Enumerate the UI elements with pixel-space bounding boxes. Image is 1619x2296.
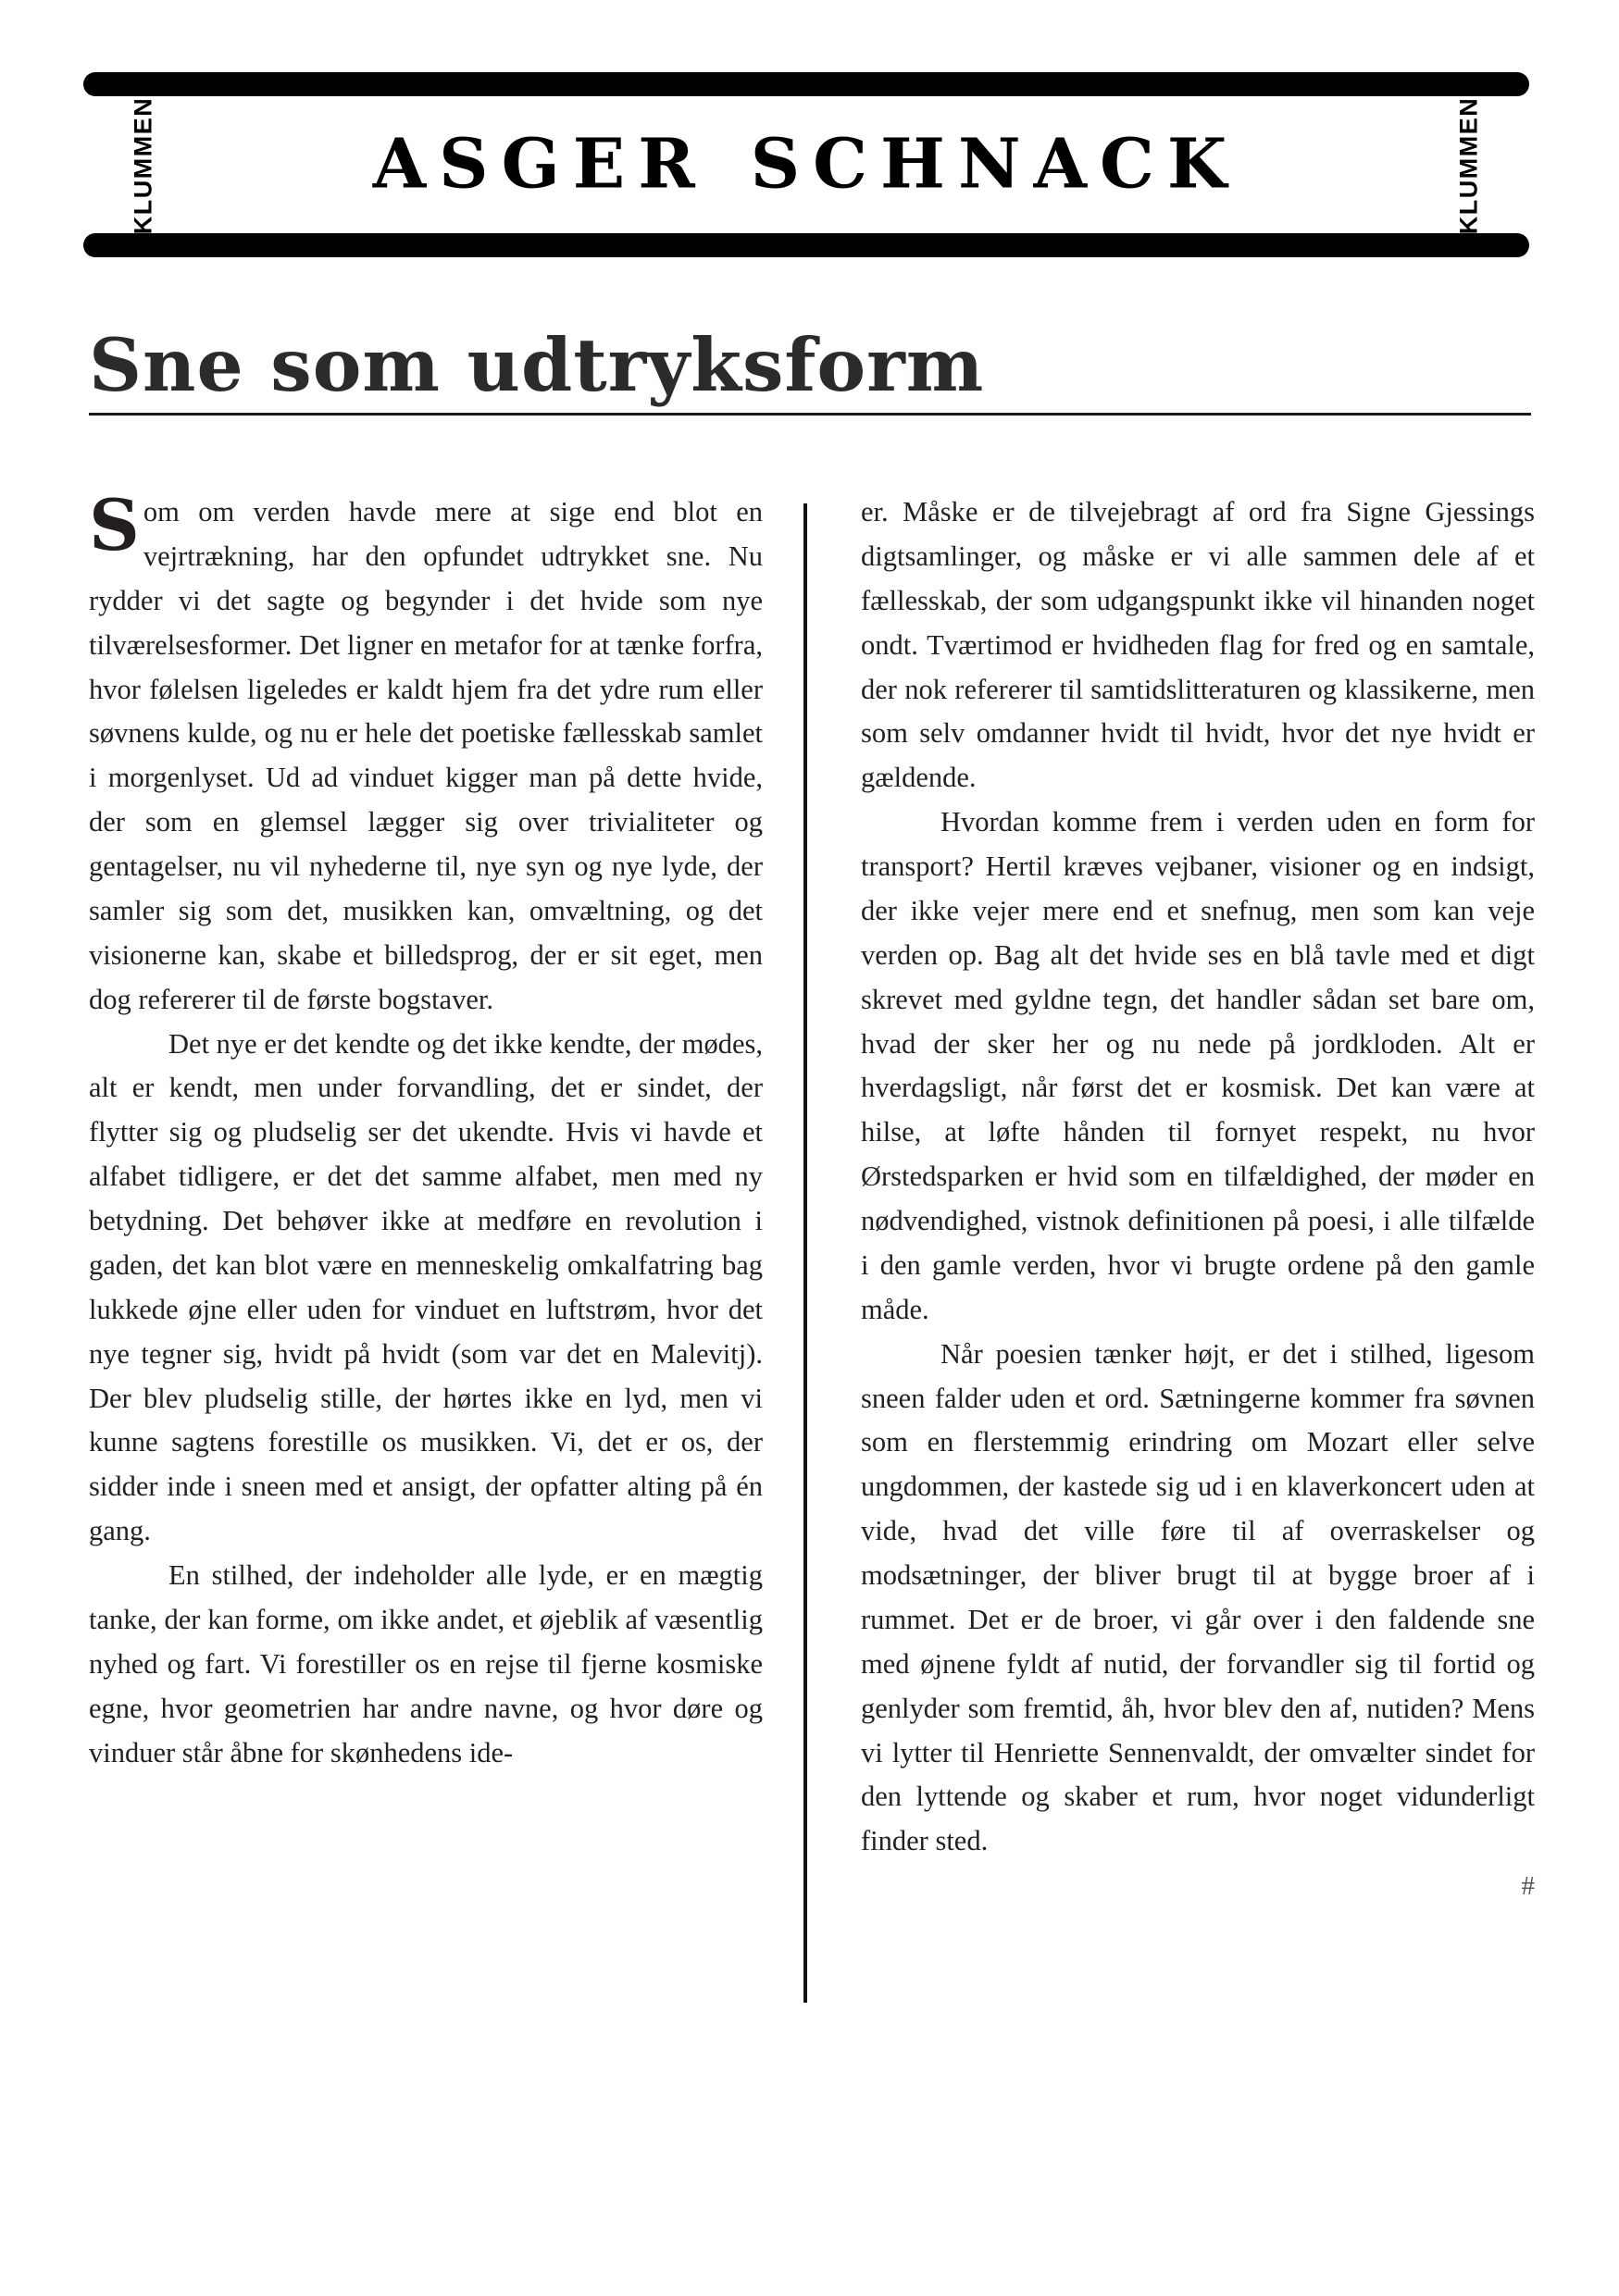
paragraph-text: om om verden havde mere at sige end blot en vejrtrækning, har den opfundet udtrykket sne. Nu rydder vi det sagte og begynder i det hvide som nye tilværelsesformer. Det ligner en metafor for at tænke forfra, hvor følelsen ligeledes er kaldt hjem fra det ydre rum eller søvnens kulde, og nu er hele det poetiske fællesskab samlet i morgenlyset. Ud ad vinduet kigger man på dette hvide, der som en glemsel lægger sig over trivialiteter og gentagelser, nu vil nyhederne til, nye syn og nye lyde, der samler sig som det, musikken kan, omvæltning, og det visionerne kan, skabe et billedsprog, der er sit eget, men dog refererer til de første bogstaver. <box>89 496 763 1015</box>
headline-rule <box>89 413 1531 416</box>
drop-cap: S <box>89 484 140 566</box>
masthead-author <box>156 124 1457 205</box>
author-first-name: ASGER <box>372 124 708 205</box>
page-title: Sne som udtryksform <box>89 321 985 408</box>
column-divider <box>803 503 807 2003</box>
paragraph: En stilhed, der indeholder alle lyde, er en mægtig tanke, der kan forme, om ikke andet, et øjeblik af væsentlig nyhed og fart. Vi forestiller os en rejse til fjerne kosmiske egne, hvor geometrien har andre navne, og hvor døre og vinduer står åbne for skønhedens ide- <box>89 1559 763 1769</box>
masthead-inner <box>83 96 1529 235</box>
paragraph <box>861 1333 1535 1908</box>
end-mark: # <box>1521 1871 1535 1902</box>
author-last-name: SCHNACK <box>750 124 1240 205</box>
article-body <box>89 484 1535 2101</box>
paragraph: Hvordan komme frem i verden uden en form for transport? Hertil kræves vejbaner, visioner og en indsigt, der ikke vejer mere end et snefnug, men som kan veje verden op. Bag alt det hvide ses en blå tavle med et digt skrevet med gyldne tegn, det handler sådan set bare om, hvad der sker her og nu nede på jordkloden. Alt er hverdagsligt, når først det er kosmisk. Det kan være at hilse, at løfte hånden til fornyet respekt, nu hvor Ørstedsparken er hvid som en tilfældighed, der møder en nødvendighed, vistnok definitionen på poesi, i alle tilfælde i den gamle verden, hvor vi brugte ordene på den gamle måde. <box>861 806 1535 1325</box>
paragraph: er. Måske er de tilvejebragt af ord fra Signe Gjessings digtsamlinger, og måske er vi alle sammen dele af et fællesskab, der som udgangspunkt ikke vil hinanden noget ondt. Tværtimod er hvidheden flag for fred og en samtale, der nok refererer til samtidslitteraturen og klassikerne, men som selv omdanner hvidt til hvidt, hvor det nye hvidt er gældende. <box>861 496 1535 794</box>
masthead-rule-top <box>83 72 1529 96</box>
masthead-kicker-left: KLUMMEN <box>129 96 157 235</box>
masthead <box>83 72 1529 257</box>
article-column-right <box>861 490 1535 1908</box>
paragraph: Det nye er det kendte og det ikke kendte, der mødes, alt er kendt, men under forvandling, det er sindet, der flytter sig og pludselig ser det ukendte. Hvis vi havde et alfabet tidligere, er det det samme alfabet, men med ny betydning. Det behøver ikke at medføre en revolution i gaden, det kan blot være en menneskelig omkalfatring bag lukkede øjne eller uden for vinduet en luftstrøm, hvor det nye tegner sig, hvidt på hvidt (som var det en Malevitj). Der blev pludselig stille, der hørtes ikke en lyd, men vi kunne sagtens forestille os musikken. Vi, det er os, der sidder inde i sneen med et ansigt, der opfatter alting på én gang. <box>89 1027 763 1547</box>
masthead-rule-bottom <box>83 233 1529 257</box>
paragraph-text: Når poesien tænker højt, er det i stilhed, ligesom sneen falder uden et ord. Sætningerne kommer fra søvnen som en flerstemmig erindring om Mozart eller selve ungdommen, der kastede sig ud i en klaverkoncert uden at vide, hvad det ville føre til af overraskelser og modsætninger, der bliver brugt til at bygge broer af i rummet. Det er de broer, vi går over i den faldende sne med øjnene fyldt af nutid, der forvandler sig til fortid og genlyder som fremtid, åh, hvor blev den af, nutiden? Mens vi lytter til Henriette Sennenvaldt, der omvælter sindet for den lyttende og skaber et rum, hvor noget vidunderligt finder sted. <box>861 1337 1535 1857</box>
article-column-left <box>89 484 763 1775</box>
masthead-kicker-right: KLUMMEN <box>1454 96 1483 235</box>
paragraph <box>89 484 763 1023</box>
